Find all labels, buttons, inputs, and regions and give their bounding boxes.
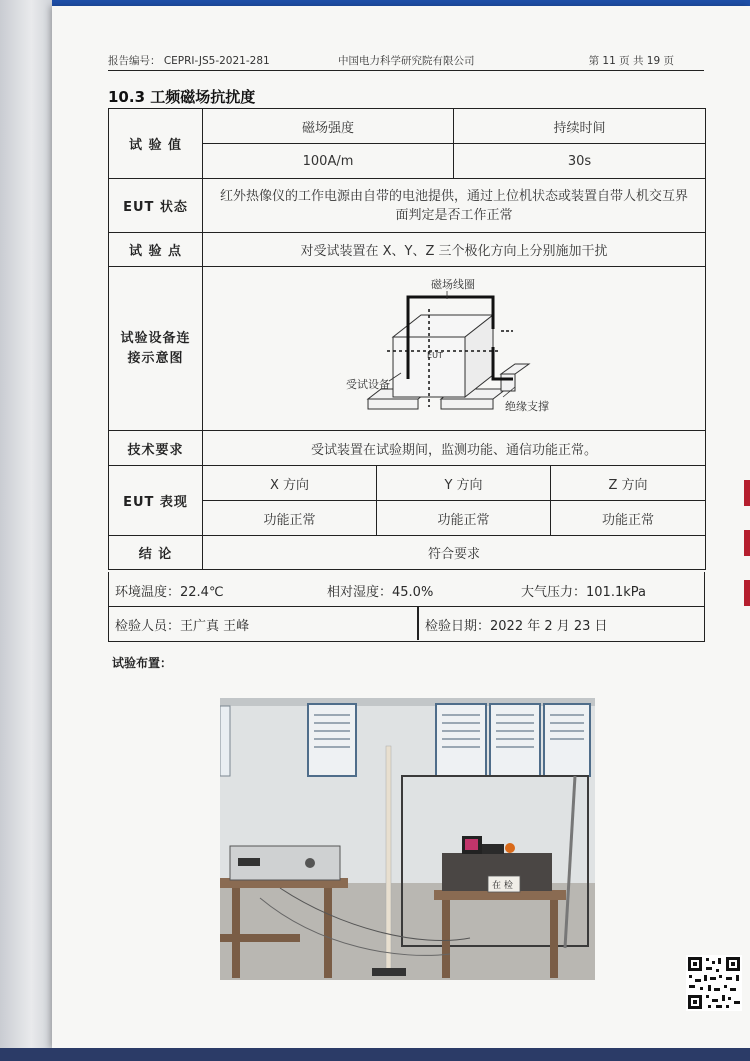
generator-knob [305, 858, 315, 868]
conclusion-label: 结 论 [109, 536, 203, 570]
eut-perf-label: EUT 表现 [109, 466, 203, 536]
inspection-row [109, 606, 704, 640]
result-y: 功能正常 [377, 501, 551, 536]
binding-strip [0, 0, 52, 1061]
duration-value: 30s [454, 144, 706, 179]
result-x: 功能正常 [203, 501, 377, 536]
left-table-shelf [220, 934, 300, 942]
pressure: 大气压力：101.1kPa [521, 585, 646, 600]
thermal-camera-screen [465, 839, 478, 850]
coil-label: 磁场线圈 [431, 277, 476, 291]
section-title: 10.3 工频磁场抗扰度 [108, 88, 256, 106]
right-table-leg-2 [550, 900, 558, 978]
test-value-label: 试 验 值 [109, 109, 203, 179]
inspection-divider [417, 606, 419, 640]
eut-state-text: 红外热像仪的工作电源由自带的电池提供，通过上位机状态或装置自带人机交互界面判定是否工作正常 [203, 179, 706, 233]
device-label: 受试设备 [346, 377, 391, 391]
thermal-camera-grip [482, 844, 504, 854]
organization-name: 中国电力科学研究院有限公司 [338, 55, 475, 67]
status-sign-text: 在 检 [492, 881, 513, 891]
tech-req-label: 技术要求 [109, 431, 203, 466]
test-table [108, 108, 706, 570]
field-strength-value: 100A/m [203, 144, 454, 179]
support-pole [386, 746, 391, 971]
tech-req-text: 受试装置在试验期间，监测功能、通信功能正常。 [203, 431, 706, 466]
report-number: 报告编号： CEPRI-JS5-2021-281 [108, 55, 270, 67]
page-header [108, 52, 704, 71]
conclusion-text: 符合要求 [203, 536, 706, 570]
temperature: 环境温度：22.4℃ [115, 585, 224, 600]
next-page-marks [744, 480, 750, 630]
thermal-camera-lens [505, 843, 515, 853]
generator-display [238, 858, 260, 866]
right-table-leg-1 [442, 900, 450, 978]
right-support-top [501, 364, 529, 374]
eut-state-label: EUT 状态 [109, 179, 203, 233]
poster-edge [220, 706, 230, 776]
left-table-leg-1 [232, 888, 240, 978]
bottom-edge [0, 1048, 750, 1061]
support-label: 绝缘支撑 [505, 399, 550, 413]
test-point-label: 试 验 点 [109, 233, 203, 267]
test-setup-photo [220, 698, 595, 980]
direction-y: Y 方向 [377, 466, 551, 501]
left-support-front [368, 399, 418, 409]
diagram-label: 试验设备连接示意图 [109, 267, 203, 431]
humidity: 相对湿度：45.0% [327, 585, 434, 600]
result-z: 功能正常 [551, 501, 706, 536]
test-point-text: 对受试装置在 X、Y、Z 三个极化方向上分别施加干扰 [203, 233, 706, 267]
direction-x: X 方向 [203, 466, 377, 501]
pole-base [372, 968, 406, 976]
inspectors: 检验人员：王广真 王峰 [115, 619, 250, 634]
test-setup-illustration [220, 698, 595, 980]
environment-block [108, 572, 705, 642]
field-strength-header: 磁场强度 [203, 109, 454, 144]
qr-code [686, 955, 742, 1011]
connection-diagram [203, 269, 705, 429]
layout-label: 试验布置： [112, 656, 173, 670]
page-number: 第 11 页 共 19 页 [588, 55, 674, 67]
environment-row [109, 572, 704, 607]
inspection-date: 检验日期：2022 年 2 月 23 日 [425, 619, 608, 634]
duration-header: 持续时间 [454, 109, 706, 144]
diagram-cell [203, 267, 706, 431]
mid-support-front [441, 399, 493, 409]
eut-label: EUT [427, 350, 443, 360]
direction-z: Z 方向 [551, 466, 706, 501]
left-table-leg-2 [324, 888, 332, 978]
